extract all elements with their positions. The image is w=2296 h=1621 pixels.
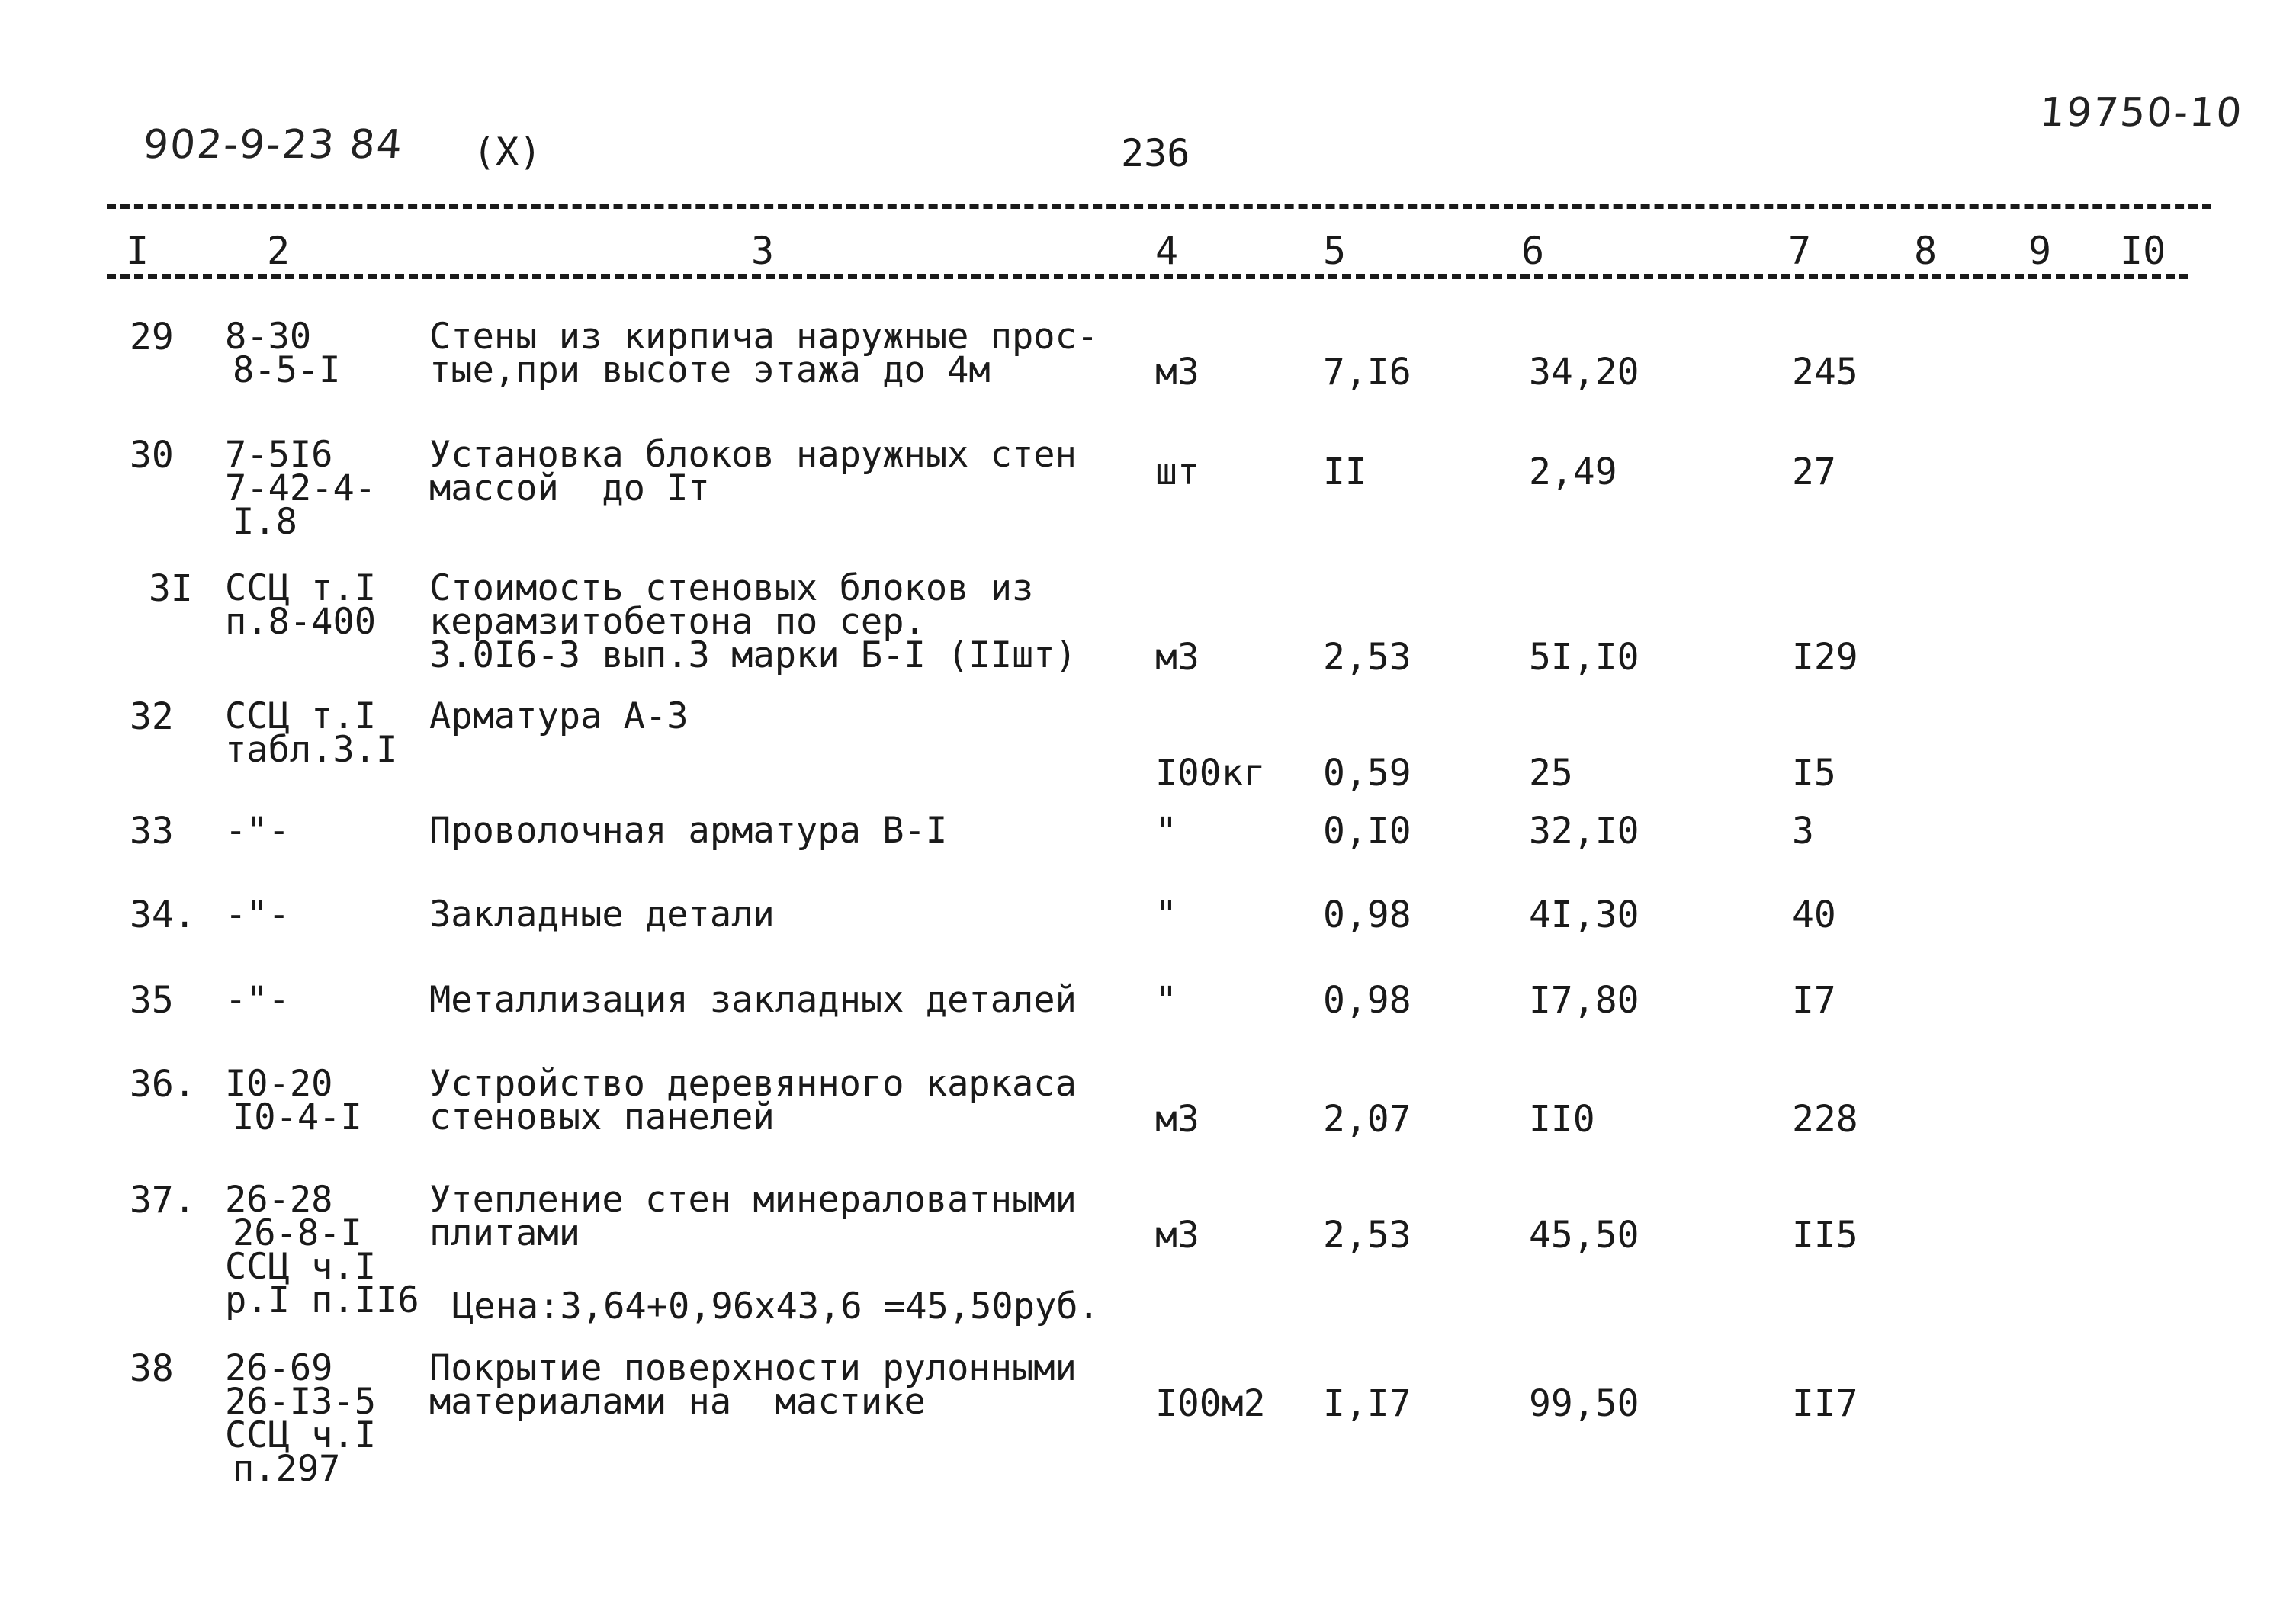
sheet-stamp: 19750-10 — [2037, 90, 2245, 136]
unit-of-measure: " — [1155, 894, 1177, 936]
norm-reference: 7-5I6 — [225, 434, 333, 476]
unit-price: 45,50 — [1529, 1214, 1639, 1257]
unit-price: 4I,30 — [1529, 894, 1639, 936]
header-rule-top — [107, 204, 2211, 209]
norm-reference: табл.3.I — [225, 729, 398, 771]
norm-reference: 8-5-I — [233, 349, 341, 391]
work-description: Металлизация закладных деталей — [429, 979, 1077, 1021]
norm-reference: ССЦ ч.I — [225, 1414, 377, 1456]
unit-of-measure: м3 — [1155, 1214, 1199, 1257]
norm-reference: -"- — [225, 810, 290, 852]
column-number-3: 3 — [751, 229, 775, 273]
work-description: Закладные детали — [429, 894, 775, 936]
column-number-8: 8 — [1914, 229, 1938, 273]
quantity: 2,53 — [1323, 1214, 1411, 1257]
section-mark: (X) — [473, 130, 542, 174]
quantity: I,I7 — [1323, 1382, 1411, 1425]
total-cost: 27 — [1792, 451, 1836, 493]
total-cost: II7 — [1792, 1382, 1858, 1425]
row-number: 29 — [130, 316, 174, 358]
quantity: II — [1323, 451, 1367, 493]
column-number-1: I — [126, 229, 149, 273]
work-description: плитами — [429, 1212, 581, 1254]
work-description: массой до Iт — [429, 467, 710, 509]
header-rule-bottom — [107, 274, 2188, 279]
column-number-9: 9 — [2028, 229, 2052, 273]
unit-price: I7,80 — [1529, 979, 1639, 1022]
unit-price: 34,20 — [1529, 351, 1639, 393]
norm-reference: -"- — [225, 979, 290, 1021]
row-number: 32 — [130, 695, 174, 738]
work-description: Установка блоков наружных стен — [429, 434, 1077, 476]
work-description: Арматура А-3 — [429, 695, 689, 737]
unit-of-measure: I00кг — [1155, 752, 1266, 794]
total-cost: I29 — [1792, 636, 1858, 679]
total-cost: I5 — [1792, 752, 1836, 794]
column-number-2: 2 — [267, 229, 291, 273]
doc-code: 902-9-23 84 — [141, 122, 405, 168]
price-note: Цена:3,64+0,96х43,6 =45,50руб. — [452, 1286, 1100, 1327]
quantity: 2,07 — [1323, 1098, 1411, 1141]
norm-reference: ССЦ т.I — [225, 567, 377, 609]
norm-reference: 8-30 — [225, 316, 312, 358]
norm-reference: 7-42-4- — [225, 467, 377, 509]
column-number-6: 6 — [1521, 229, 1545, 273]
work-description: тые,при высоте этажа до 4м — [429, 349, 991, 391]
unit-of-measure: I00м2 — [1155, 1382, 1266, 1425]
unit-of-measure: шт — [1155, 451, 1199, 493]
unit-price: 32,I0 — [1529, 810, 1639, 852]
unit-price: 99,50 — [1529, 1382, 1639, 1425]
work-description: Проволочная арматура В-I — [429, 810, 948, 852]
column-number-4: 4 — [1155, 229, 1179, 273]
row-number: 33 — [130, 810, 174, 852]
total-cost: 3 — [1792, 810, 1814, 852]
work-description: керамзитобетона по сер. — [429, 601, 926, 643]
work-description: Устройство деревянного каркаса — [429, 1063, 1077, 1105]
norm-reference: 26-8-I — [233, 1212, 362, 1254]
row-number: 37. — [130, 1179, 196, 1221]
unit-price: 25 — [1529, 752, 1573, 794]
row-number: 30 — [130, 434, 174, 477]
norm-reference: 26-28 — [225, 1179, 333, 1221]
norm-reference: 26-69 — [225, 1347, 333, 1389]
total-cost: II5 — [1792, 1214, 1858, 1257]
work-description: Покрытие поверхности рулонными — [429, 1347, 1077, 1389]
work-description: материалами на мастике — [429, 1381, 926, 1423]
quantity: 7,I6 — [1323, 351, 1411, 393]
unit-of-measure: " — [1155, 979, 1177, 1022]
quantity: 0,59 — [1323, 752, 1411, 794]
row-number: 3I — [149, 567, 193, 610]
total-cost: 245 — [1792, 351, 1858, 393]
work-description: Стоимость стеновых блоков из — [429, 567, 1034, 609]
row-number: 36. — [130, 1063, 196, 1106]
norm-reference: п.297 — [233, 1448, 341, 1490]
work-description: стеновых панелей — [429, 1096, 775, 1138]
unit-price: II0 — [1529, 1098, 1595, 1141]
unit-of-measure: м3 — [1155, 351, 1199, 393]
row-number: 34. — [130, 894, 196, 936]
column-number-7: 7 — [1788, 229, 1812, 273]
row-number: 38 — [130, 1347, 174, 1390]
unit-price: 2,49 — [1529, 451, 1617, 493]
row-number: 35 — [130, 979, 174, 1022]
norm-reference: ССЦ ч.I — [225, 1246, 377, 1288]
unit-of-measure: м3 — [1155, 1098, 1199, 1141]
norm-reference: 26-I3-5 — [225, 1381, 377, 1423]
total-cost: 228 — [1792, 1098, 1858, 1141]
unit-of-measure: " — [1155, 810, 1177, 852]
quantity: 2,53 — [1323, 636, 1411, 679]
norm-reference: -"- — [225, 894, 290, 936]
norm-reference: I.8 — [233, 501, 297, 543]
total-cost: 40 — [1792, 894, 1836, 936]
norm-reference: ССЦ т.I — [225, 695, 377, 737]
norm-reference: I0-4-I — [233, 1096, 362, 1138]
unit-price: 5I,I0 — [1529, 636, 1639, 679]
total-cost: I7 — [1792, 979, 1836, 1022]
work-description: Утепление стен минераловатными — [429, 1179, 1077, 1221]
quantity: 0,98 — [1323, 979, 1411, 1022]
norm-reference: р.I п.II6 — [225, 1279, 419, 1321]
quantity: 0,98 — [1323, 894, 1411, 936]
column-number-5: 5 — [1323, 229, 1347, 273]
work-description: Стены из кирпича наружные прос- — [429, 316, 1099, 358]
unit-of-measure: м3 — [1155, 636, 1199, 679]
norm-reference: I0-20 — [225, 1063, 333, 1105]
page-number: 236 — [1121, 131, 1190, 175]
norm-reference: п.8-400 — [225, 601, 377, 643]
work-description: 3.0I6-3 вып.3 марки Б-I (IIшт) — [429, 634, 1077, 676]
quantity: 0,I0 — [1323, 810, 1411, 852]
column-number-10: I0 — [2120, 229, 2166, 273]
